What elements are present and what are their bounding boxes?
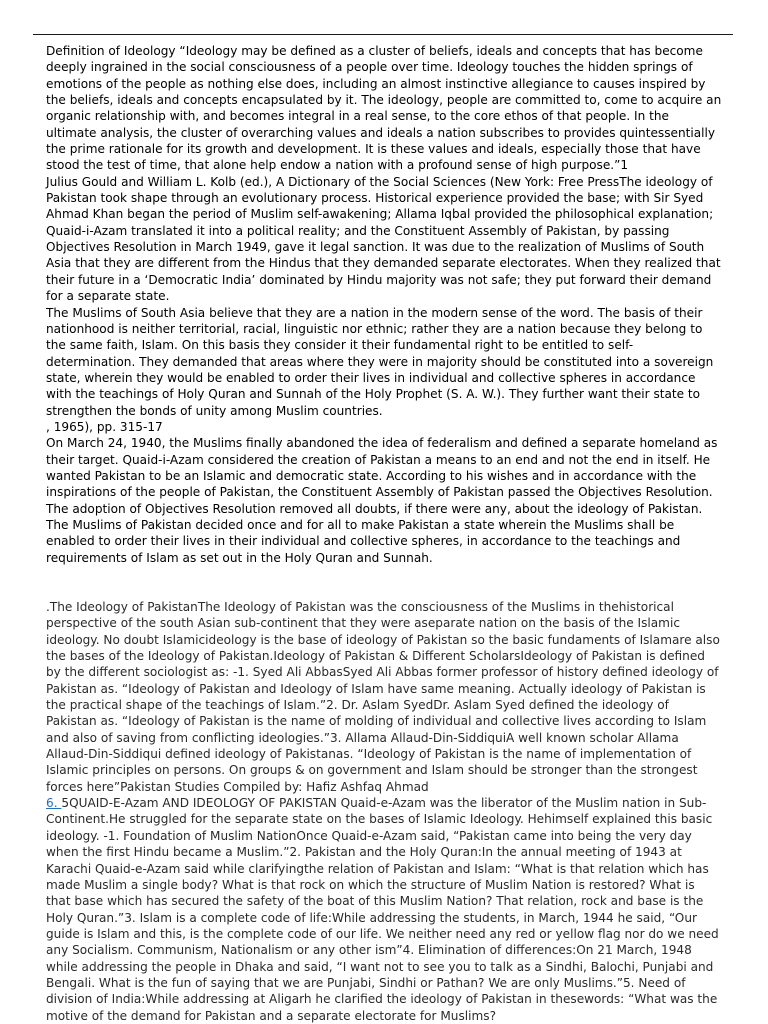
paragraph-gould-kolb-citation: Julius Gould and William L. Kolb (ed.), A Dictionary of the Social Sciences (New York: Free PressThe ideology of Pakistan took shape through an evolutionary process. Historical experience provided the base; with Sir Syed Ahmad Khan began the period of Muslim self-awakening; Allama Iqbal provided the philosophical explanation; Quaid-i-Azam translated it into a political reality; and the Constituent Assembly of Pakistan, by passing Objectives Resolution in March 1949, gave it legal sanction. It was due to the realization of Muslims of South Asia that they are different from the Hindus that they demanded separate electorates. When they realized that their future in a ‘Democratic India’ dominated by Hindu majority was not safe; they put forward their demand for a separate state.	[46, 174, 721, 304]
paragraph-quaid-e-azam-ideology	[46, 795, 722, 1024]
document-page	[46, 43, 722, 1024]
paragraph-definition-of-ideology: Definition of Ideology “Ideology may be defined as a cluster of beliefs, ideals and concepts that has become deeply ingrained in the social consciousness of a people over time. Ideology touches the hidden springs of emotions of the people as nothing else does, including an almost instinctive allegiance to causes inspired by the beliefs, ideals and concepts encapsulated by it. The ideology, people are committed to, come to acquire an organic relationship with, and becomes integral in a real sense, to the core ethos of that people. In the ultimate analysis, the cluster of overarching values and ideals a nation subscribes to provides quintessentially the prime rationale for its growth and development. It is these values and ideals, especially those that have stood the test of time, that alone help endow a nation with a profound sense of high purpose.”1	[46, 44, 722, 173]
paragraph-quaid-e-azam-text: 5QUAID-E-Azam AND IDEOLOGY OF PAKISTAN Quaid-e-Azam was the liberator of the Muslim nation in Sub-Continent.He struggled for the separate state on the bases of Islamic Ideology. Hehimself explained this basic ideology. -1. Foundation of Muslim NationOnce Quaid-e-Azam said, “Pakistan came into being the very day when the first Hindu became a Muslim.”2. Pakistan and the Holy Quran:In the annual meeting of 1943 at Karachi Quaid-e-Azam said while clarifyingthe relation of Pakistan and Islam: “What is that relation which has made Muslim a single body? What is that rock on which the structure of Muslim Nation is restored? What is that base which has secured the safety of the boat of this Muslim Nation? That relation, rock and base is the Holy Quran.”3. Islam is a complete code of life:While addressing the students, in March, 1944 he said, “Our guide is Islam and this, is the complete code of our life. We neither need any red or yellow flag nor do we need any Socialism. Communism, Nationalism or any other ism”4. Elimination of differences:On 21 March, 1948 while addressing the people in Dhaka and said, “I want not to see you to talk as a Sindhi, Balochi, Punjabi and Bengali. What is the fun of saying that we are Punjabi, Sindhi or Pathan? We are only Muslims.”5. Need of division of India:While addressing at Aligarh he clarified the ideology of Pakistan in thesewords: “What was the motive of the demand for Pakistan and a separate electorate for Muslims?	[46, 796, 719, 1023]
paragraph-muslims-nationhood: The Muslims of South Asia believe that they are a nation in the modern sense of the word. The basis of their nationhood is neither territorial, racial, linguistic nor ethnic; rather they are a nation because they belong to the same faith, Islam. On this basis they consider it their fundamental right to be entitled to self-determination. They demanded that areas where they were in majority should be constituted into a sovereign state, wherein they would be enabled to order their lives in individual and collective spheres in accordance with the teachings of Holy Quran and Sunnah of the Holy Prophet (S. A. W.). They further want their state to strengthen the bonds of unity among Muslim countries.	[46, 305, 714, 418]
paragraph-citation-pages: , 1965), pp. 315-17	[46, 419, 163, 434]
top-horizontal-rule	[33, 34, 733, 35]
paragraph-gap	[46, 566, 722, 599]
paragraph-march-1940: On March 24, 1940, the Muslims finally abandoned the idea of federalism and defined a separate homeland as their target. Quaid-i-Azam considered the creation of Pakistan a means to an end and not the end in itself. He wanted Pakistan to be an Islamic and democratic state. According to his wishes and in accordance with the inspirations of the people of Pakistan, the Constituent Assembly of Pakistan passed the Objectives Resolution. The adoption of Objectives Resolution removed all doubts, if there were any, about the ideology of Pakistan. The Muslims of Pakistan decided once and for all to make Pakistan a state wherein the Muslims shall be enabled to order their lives in their individual and collective spheres, in accordance to the teachings and requirements of Islam as set out in the Holy Quran and Sunnah.	[46, 436, 718, 565]
footnote-link[interactable]: 6.	[46, 796, 62, 811]
paragraph-ideology-of-pakistan: .The Ideology of PakistanThe Ideology of Pakistan was the consciousness of the Muslims in thehistorical perspective of the south Asian sub-continent that they were aseparate nation on the basis of the Islamic ideology. No doubt Islamicideology is the base of ideology of Pakistan so the basic fundaments of Islamare also the bases of the Ideology of Pakistan.Ideology of Pakistan & Different ScholarsIdeology of Pakistan is defined by the different sociologist as: -1. Syed Ali AbbasSyed Ali Abbas former professor of history defined ideology of Pakistan as. “Ideology of Pakistan and Ideology of Islam have same meaning. Actually ideology of Pakistan is the practical shape of the teachings of Islam.”2. Dr. Aslam SyedDr. Aslam Syed defined the ideology of Pakistan as. “Ideology of Pakistan is the name of molding of individual and collective lives according to Islam and also of saving from conflicting ideologies.”3. Allama Allaud-Din-SiddiquiA well known scholar Allama Allaud-Din-Siddiqui defined ideology of Pakistanas. “Ideology of Pakistan is the name of implementation of Islamic principles on persons. On groups & on government and Islam should be stronger than the strongest forces here”Pakistan Studies Compiled by: Hafiz Ashfaq Ahmad	[46, 600, 720, 794]
